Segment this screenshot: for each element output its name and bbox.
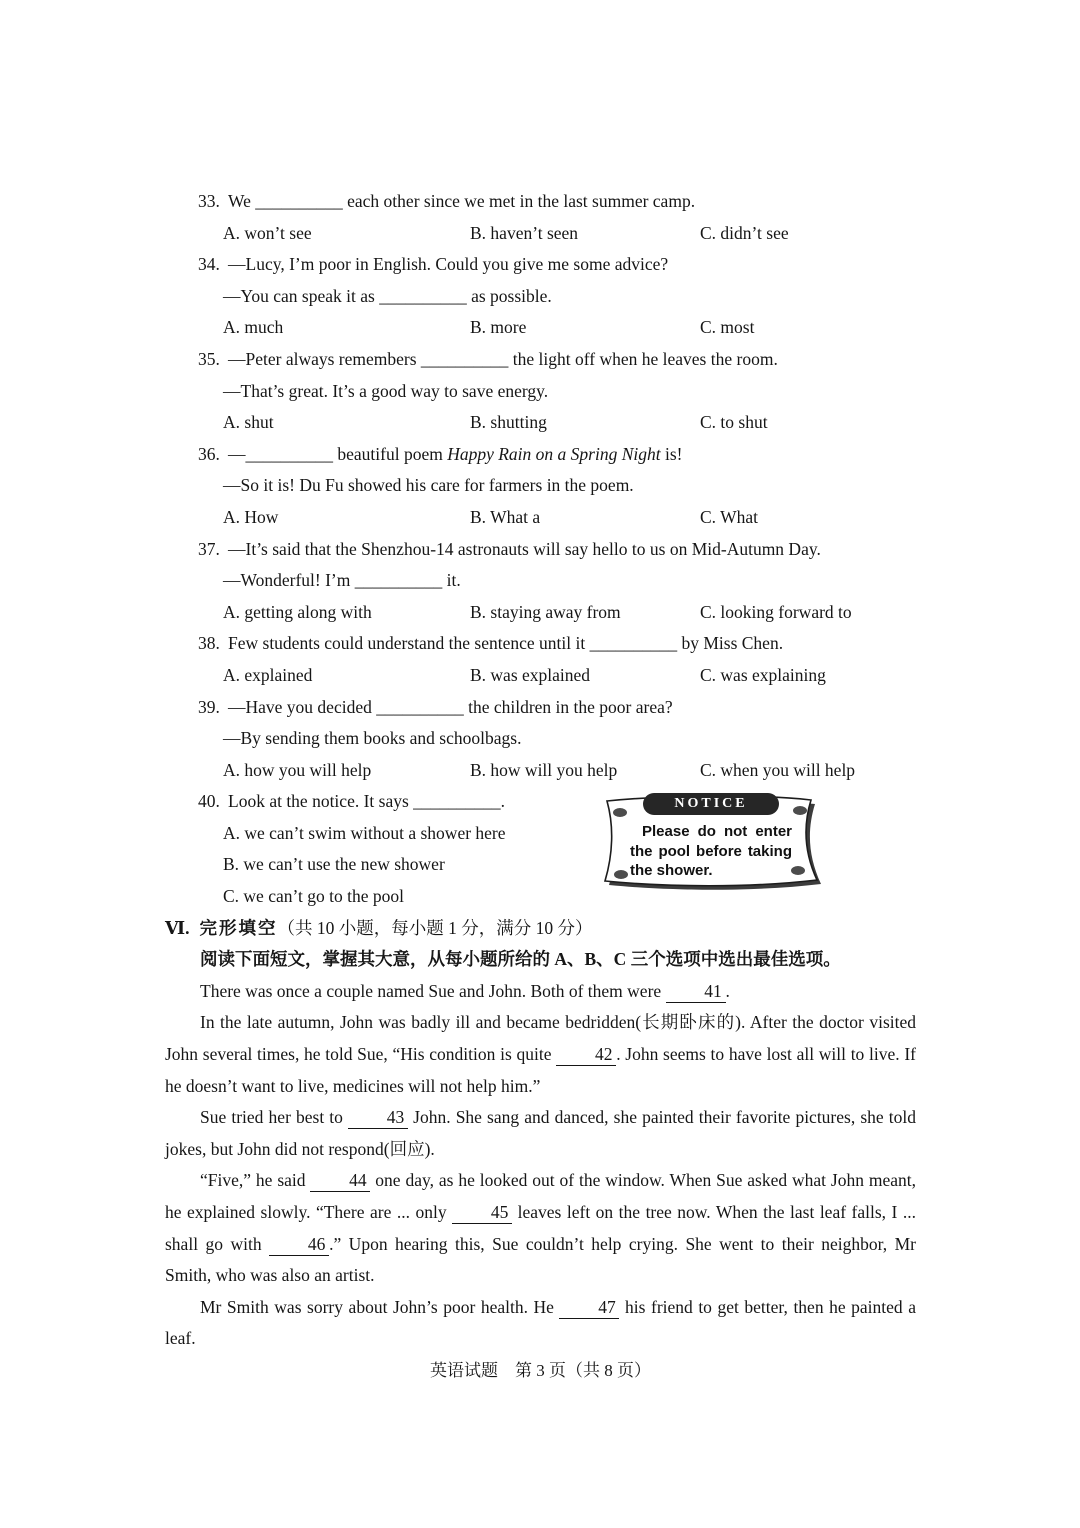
question-35-reply: —That’s great. It’s a good way to save energy. [223, 380, 549, 401]
option-a: A. won’t see [223, 222, 312, 243]
question-38 [198, 628, 916, 660]
cloze-paragraph-2: In the late autumn, John was badly ill and became bedridden(长期卧床的). After the doctor visited John several times, he told Sue, “His condition is quite 42 . John seems to have lost all will to live. If he doesn’t want to live, medicines will not help him.” [165, 1012, 916, 1096]
question-stem: —__________ beautiful poem Happy Rain on a Spring Night is! [228, 443, 683, 464]
notice-text: Please do not enter the pool before taking the shower. [630, 823, 792, 879]
option-a: A. How [223, 506, 279, 527]
cloze-paragraph-1: There was once a couple named Sue and John. Both of them were 41 . [200, 980, 730, 1001]
option-b: B. was explained [470, 664, 591, 685]
question-stem: —Lucy, I’m poor in English. Could you give me some advice? [228, 254, 669, 275]
pin-icon [793, 806, 807, 815]
option-b: B. haven’t seen [470, 222, 579, 243]
question-number: 36. [198, 443, 220, 464]
question-number: 34. [198, 254, 220, 275]
notice-box [597, 792, 825, 898]
pin-icon [613, 808, 627, 817]
question-number: 39. [198, 696, 220, 717]
option-b: B. we can’t use the new shower [223, 854, 445, 875]
option-a: A. how you will help [223, 759, 372, 780]
question-number: 38. [198, 633, 220, 654]
question-36 [198, 439, 916, 471]
question-37-options [223, 597, 916, 629]
question-39-options [223, 755, 916, 787]
question-33 [198, 186, 916, 218]
option-c: C. to shut [700, 412, 768, 433]
question-34-reply: —You can speak it as __________ as possible. [223, 285, 552, 306]
option-c: C. we can’t go to the pool [223, 886, 404, 907]
page-footer: 英语试题 第 3 页（共 8 页） [430, 1360, 651, 1380]
cloze-paragraph-3: Sue tried her best to 43 John. She sang and danced, she painted their favorite pictures, she told jokes, but John did not respond(回应). [165, 1107, 916, 1159]
page-content [165, 186, 916, 1387]
question-number: 33. [198, 191, 220, 211]
option-b: B. What a [470, 506, 541, 527]
question-34-options [223, 312, 916, 344]
option-b: B. shutting [470, 412, 547, 433]
option-a: A. we can’t swim without a shower here [223, 822, 506, 843]
cloze-paragraph-5: Mr Smith was sorry about John’s poor health. He 47 his friend to get better, then he painted a leaf. [165, 1296, 916, 1349]
option-a: A. much [223, 317, 284, 338]
pin-icon [614, 870, 628, 879]
pin-icon [791, 866, 805, 875]
question-35 [198, 344, 916, 376]
option-b: B. staying away from [470, 601, 621, 622]
notice-title: NOTICE [674, 796, 748, 811]
option-a: A. getting along with [223, 601, 372, 622]
option-c: C. when you will help [700, 759, 856, 780]
question-36-options [223, 502, 916, 534]
option-c: C. was explaining [700, 664, 826, 685]
question-38-options [223, 660, 916, 692]
question-37 [198, 534, 916, 566]
question-36-reply: —So it is! Du Fu showed his care for farmers in the poem. [223, 475, 634, 496]
question-stem: Look at the notice. It says __________. [228, 791, 506, 812]
question-stem: We __________ each other since we met in the last summer camp. [228, 191, 696, 211]
section-number: Ⅵ. [165, 917, 190, 938]
option-a: A. explained [223, 664, 313, 685]
option-b: B. more [470, 317, 527, 338]
question-number: 37. [198, 538, 220, 559]
option-c: C. didn’t see [700, 222, 789, 243]
option-c: C. most [700, 317, 755, 338]
question-stem: Few students could understand the sentence until it __________ by Miss Chen. [228, 633, 784, 654]
section-score-note: （共 10 小题，每小题 1 分，满分 10 分） [277, 917, 593, 938]
question-stem: —It’s said that the Shenzhou-14 astronauts will say hello to us on Mid-Autumn Day. [228, 538, 821, 559]
question-stem: —Peter always remembers __________ the light off when he leaves the room. [228, 348, 778, 369]
question-stem: —Have you decided __________ the children in the poor area? [228, 696, 673, 717]
question-39-reply: —By sending them books and schoolbags. [223, 728, 522, 749]
question-35-options [223, 407, 916, 439]
notice-title-pill [643, 793, 779, 815]
option-a: A. shut [223, 412, 274, 433]
question-33-options [223, 218, 916, 250]
cloze-paragraph-4: “Five,” he said 44 one day, as he looked out of the window. When Sue asked what John meant, he explained slowly. “There are ... only 45 leaves left on the tree now. When the last leaf falls, I ... shall go with 46 .” Upon hearing this, Sue couldn’t help crying. She went to their neighbor, Mr Smith, who was also an artist. [165, 1170, 917, 1286]
option-c: C. looking forward to [700, 601, 852, 622]
question-39 [198, 692, 916, 724]
question-37-reply: —Wonderful! I’m __________ it. [223, 570, 461, 591]
option-c: C. What [700, 506, 759, 527]
question-number: 35. [198, 348, 220, 369]
section-heading [165, 913, 916, 945]
question-number: 40. [198, 791, 220, 812]
section-instruction: 阅读下面短文，掌握其大意，从每小题所给的 A、B、C 三个选项中选出最佳选项。 [200, 949, 841, 970]
section-title: 完形填空 [199, 917, 278, 938]
option-b: B. how will you help [470, 759, 618, 780]
question-34 [198, 249, 916, 281]
